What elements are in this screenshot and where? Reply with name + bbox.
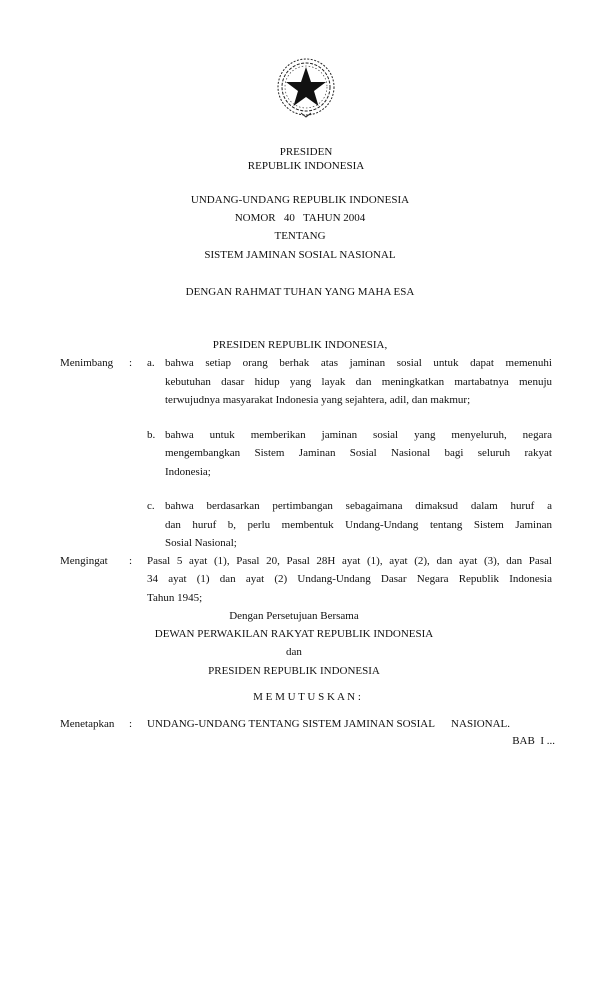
item-a-line: kebutuhan dasar hidup yang layak dan meningkatkan martabatnya menuju bbox=[165, 376, 552, 388]
law-number: NOMOR 40 TAHUN 2004 bbox=[234, 212, 366, 224]
item-b-line: bahwa untuk memberikan jaminan sosial yang menyeluruh, negara bbox=[165, 429, 552, 441]
item-b-marker: b. bbox=[147, 429, 156, 441]
item-a-line: terwujudnya masyarakat Indonesia yang sejahtera, adil, dan makmur; bbox=[165, 394, 471, 406]
menetapkan-text: UNDANG-UNDANG TENTANG SISTEM JAMINAN SOSIAL NASIONAL. bbox=[147, 718, 511, 730]
item-b-line: mengembangkan Sistem Jaminan Sosial Nasional bagi seluruh rakyat bbox=[165, 447, 552, 459]
mengingat-colon: : bbox=[129, 555, 133, 567]
item-a-marker: a. bbox=[147, 357, 155, 369]
menetapkan-label: Menetapkan bbox=[60, 718, 115, 730]
mengingat-line: Pasal 5 ayat (1), Pasal 20, Pasal 28H ayat (1), ayat (2), dan ayat (3), dan Pasal bbox=[147, 555, 552, 567]
item-c-line: bahwa berdasarkan pertimbangan sebagaimana dimaksud dalam huruf a bbox=[165, 500, 552, 512]
menimbang-label: Menimbang bbox=[60, 357, 114, 369]
item-c-marker: c. bbox=[147, 500, 155, 512]
item-c-line: dan huruf b, perlu membentuk Undang-Undang tentang Sistem Jaminan bbox=[165, 519, 552, 531]
law-subject: SISTEM JAMINAN SOSIAL NASIONAL bbox=[204, 249, 396, 261]
approval-president: PRESIDEN REPUBLIK INDONESIA bbox=[208, 665, 380, 677]
president-heading: PRESIDEN REPUBLIK INDONESIA, bbox=[212, 339, 388, 351]
item-c-line: Sosial Nasional; bbox=[165, 537, 237, 549]
mengingat-line: Tahun 1945; bbox=[147, 592, 203, 604]
mengingat-label: Mengingat bbox=[60, 555, 108, 567]
approval-line: Dengan Persetujuan Bersama bbox=[229, 610, 359, 622]
mengingat-line: 34 ayat (1) dan ayat (2) Undang-Undang Dasar Negara Republik Indonesia bbox=[147, 573, 552, 585]
approval-dpr: DEWAN PERWAKILAN RAKYAT REPUBLIK INDONESIA bbox=[154, 628, 434, 640]
menetapkan-colon: : bbox=[129, 718, 133, 730]
menimbang-colon: : bbox=[129, 357, 133, 369]
header-republic: REPUBLIK INDONESIA bbox=[247, 160, 365, 172]
decision-heading: M E M U T U S K A N : bbox=[253, 691, 361, 703]
next-page-marker: BAB I ... bbox=[512, 735, 555, 747]
approval-and: dan bbox=[286, 646, 302, 658]
invocation: DENGAN RAHMAT TUHAN YANG MAHA ESA bbox=[185, 286, 415, 298]
header-president: PRESIDEN bbox=[279, 146, 333, 158]
law-about: TENTANG bbox=[274, 230, 326, 242]
item-b-line: Indonesia; bbox=[165, 466, 211, 478]
item-a-line: bahwa setiap orang berhak atas jaminan sosial untuk dapat memenuhi bbox=[165, 357, 552, 369]
presidential-seal-emblem bbox=[273, 55, 339, 121]
law-title: UNDANG-UNDANG REPUBLIK INDONESIA bbox=[190, 194, 410, 206]
